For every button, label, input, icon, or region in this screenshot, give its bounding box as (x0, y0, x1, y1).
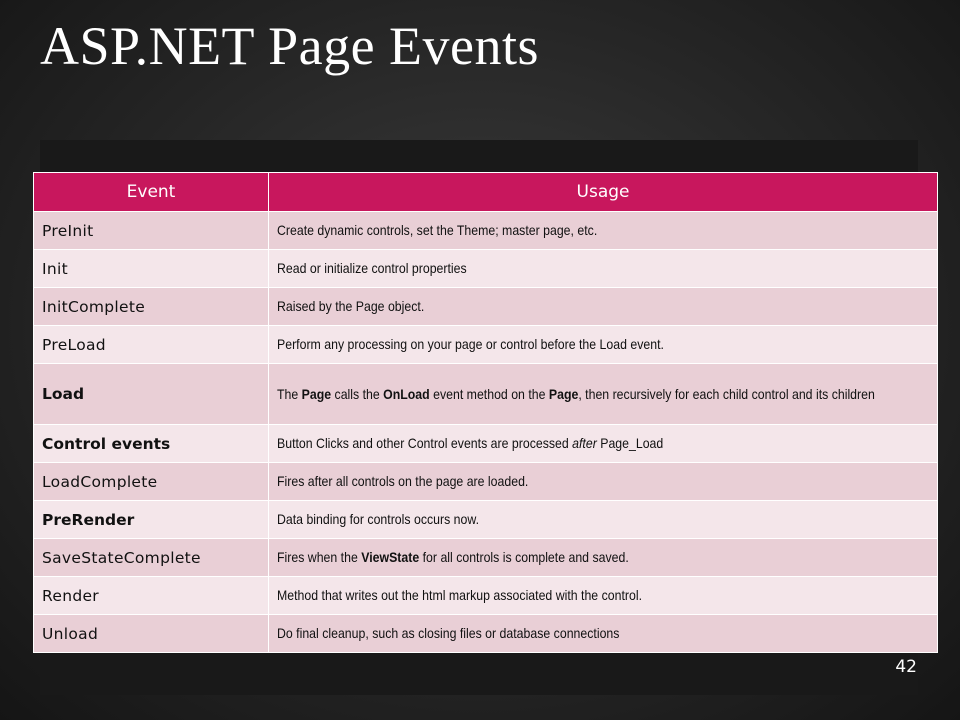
usage-text-segment: OnLoad (383, 385, 430, 402)
event-name-cell: Control events (34, 425, 269, 463)
table-header-row (34, 173, 938, 212)
event-usage-cell (269, 250, 938, 288)
table-row (34, 539, 938, 577)
slide-title: ASP.NET Page Events (40, 16, 540, 76)
usage-text-segment: Perform any processing on your page or control before the Load event. (277, 336, 664, 352)
usage-text (277, 334, 933, 355)
usage-text (277, 220, 933, 241)
event-usage-cell (269, 539, 938, 577)
usage-text-segment: Fires after all controls on the page are loaded. (277, 473, 529, 489)
usage-text-segment: Do final cleanup, such as closing files or database connections (277, 625, 620, 641)
usage-text (277, 509, 933, 530)
usage-text-segment: Page (301, 385, 332, 402)
table-row (34, 288, 938, 326)
event-name-cell: PreRender (34, 501, 269, 539)
event-usage-cell (269, 425, 938, 463)
event-name-cell: SaveStateComplete (34, 539, 269, 577)
usage-text-segment: Page_Load (596, 435, 664, 451)
event-usage-cell (269, 364, 938, 425)
event-usage-cell (269, 577, 938, 615)
table-row (34, 425, 938, 463)
usage-text (277, 296, 933, 317)
usage-text-segment: for all controls is complete and saved. (419, 549, 629, 565)
event-usage-cell (269, 288, 938, 326)
usage-column-header: Usage (269, 173, 938, 212)
event-usage-cell (269, 615, 938, 653)
event-usage-cell (269, 501, 938, 539)
usage-text-segment: Create dynamic controls, set the Theme; master page, etc. (277, 222, 598, 238)
usage-text-segment: after (572, 435, 597, 451)
event-column-header: Event (34, 173, 269, 212)
usage-text-segment: Method that writes out the html markup associated with the control. (277, 587, 642, 603)
usage-text-segment: ViewState (361, 549, 420, 565)
table-body (34, 212, 938, 653)
usage-text-segment: Button Clicks and other Control events are processed (277, 435, 573, 451)
usage-text-segment: Read or initialize control properties (277, 260, 467, 276)
usage-text (277, 433, 933, 454)
event-usage-cell (269, 326, 938, 364)
table-row (34, 212, 938, 250)
page-events-table (33, 172, 938, 653)
event-usage-cell (269, 212, 938, 250)
page-number: 42 (895, 657, 917, 677)
event-name-cell: PreLoad (34, 326, 269, 364)
usage-text-segment: Fires when the (277, 549, 362, 565)
table-row (34, 577, 938, 615)
usage-text (277, 471, 933, 492)
event-name-cell: PreInit (34, 212, 269, 250)
event-name-cell: Unload (34, 615, 269, 653)
table-row (34, 326, 938, 364)
usage-text (277, 585, 933, 606)
usage-text-segment: calls the (331, 385, 384, 402)
usage-text-segment: , then recursively for each child control and its children (578, 385, 875, 402)
event-name-cell: LoadComplete (34, 463, 269, 501)
table-row (34, 250, 938, 288)
usage-text-segment: event method on the (429, 385, 549, 402)
table-row (34, 463, 938, 501)
event-name-cell: Render (34, 577, 269, 615)
usage-text-segment: Raised by the Page object. (277, 298, 425, 314)
table-row (34, 615, 938, 653)
usage-text (277, 258, 933, 279)
event-name-cell: InitComplete (34, 288, 269, 326)
event-name-cell: Load (34, 364, 269, 425)
table-row (34, 364, 938, 425)
table-row (34, 501, 938, 539)
usage-text-segment: The (277, 385, 302, 402)
usage-text (277, 623, 933, 644)
event-name-cell: Init (34, 250, 269, 288)
usage-text (277, 547, 933, 568)
usage-text-segment: Data binding for controls occurs now. (277, 511, 480, 527)
usage-text-segment: Page (548, 385, 579, 402)
usage-text (277, 384, 933, 405)
event-usage-cell (269, 463, 938, 501)
